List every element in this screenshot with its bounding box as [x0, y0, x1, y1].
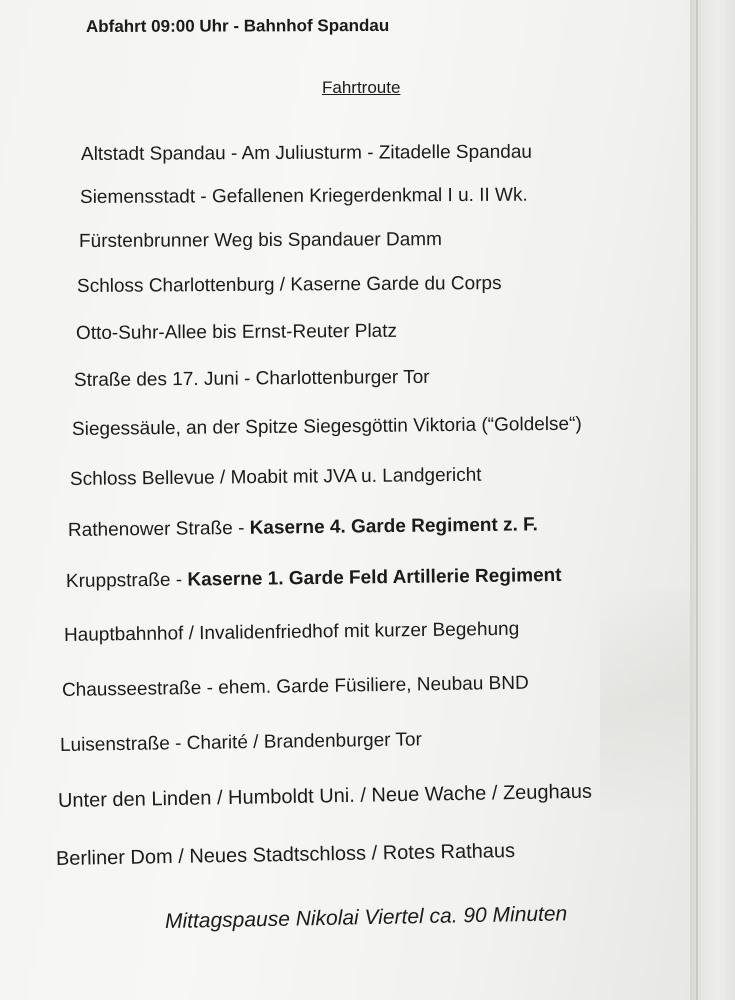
route-item-text: Altstadt Spandau - Am Juliusturm - Zitadelle Spandau: [80, 141, 533, 165]
route-item-text: Otto-Suhr-Allee bis Ernst-Reuter Platz: [75, 320, 398, 344]
route-item: [74, 367, 430, 392]
route-item: [79, 229, 442, 253]
departure-header: Abfahrt 09:00 Uhr - Bahnhof Spandau: [85, 15, 390, 36]
route-item-bold-text: Kaserne 1. Garde Feld Artillerie Regiment: [187, 564, 562, 591]
route-item-text: Hauptbahnhof / Invalidenfriedhof mit kurzer Begehung: [63, 618, 520, 646]
route-item-text: Berliner Dom / Neues Stadtschloss / Rotes Rathaus: [55, 839, 516, 870]
section-title: Fahrtroute: [322, 78, 401, 97]
route-item-bold-text: Kaserne 4. Garde Regiment z. F.: [249, 514, 538, 539]
route-item-text: Kruppstraße -: [65, 569, 188, 592]
paper-stack-edge: [690, 0, 735, 1000]
route-item: [80, 185, 528, 209]
route-item-text: Straße des 17. Juni - Charlottenburger Tor: [73, 366, 430, 391]
route-item-text: Schloss Bellevue / Moabit mit JVA u. Landgericht: [69, 464, 482, 490]
route-item-text: Unter den Linden / Humboldt Uni. / Neue Wache / Zeughaus: [57, 780, 593, 812]
lunch-break-note: Mittagspause Nikolai Viertel ca. 90 Minuten: [164, 902, 568, 933]
paper-fold-shadow: [600, 590, 690, 810]
route-item: [81, 142, 532, 166]
route-item: [70, 465, 482, 491]
route-item-text: Fürstenbrunner Weg bis Spandauer Damm: [78, 229, 443, 252]
route-item: [76, 321, 397, 345]
route-item-text: Siemensstadt - Gefallenen Kriegerdenkmal I u. II Wk.: [79, 184, 528, 208]
route-item-text: Rathenower Straße -: [67, 517, 250, 541]
route-item-text: Schloss Charlottenburg / Kaserne Garde du Corps: [76, 273, 502, 297]
route-item: [77, 273, 502, 298]
route-item-text: Chausseestraße - ehem. Garde Füsiliere, Neubau BND: [61, 672, 529, 701]
route-item-text: Siegessäule, an der Spitze Siegesgöttin Viktoria (“Goldelse“): [71, 413, 582, 440]
route-item-text: Luisenstraße - Charité / Brandenburger Tor: [59, 729, 423, 756]
